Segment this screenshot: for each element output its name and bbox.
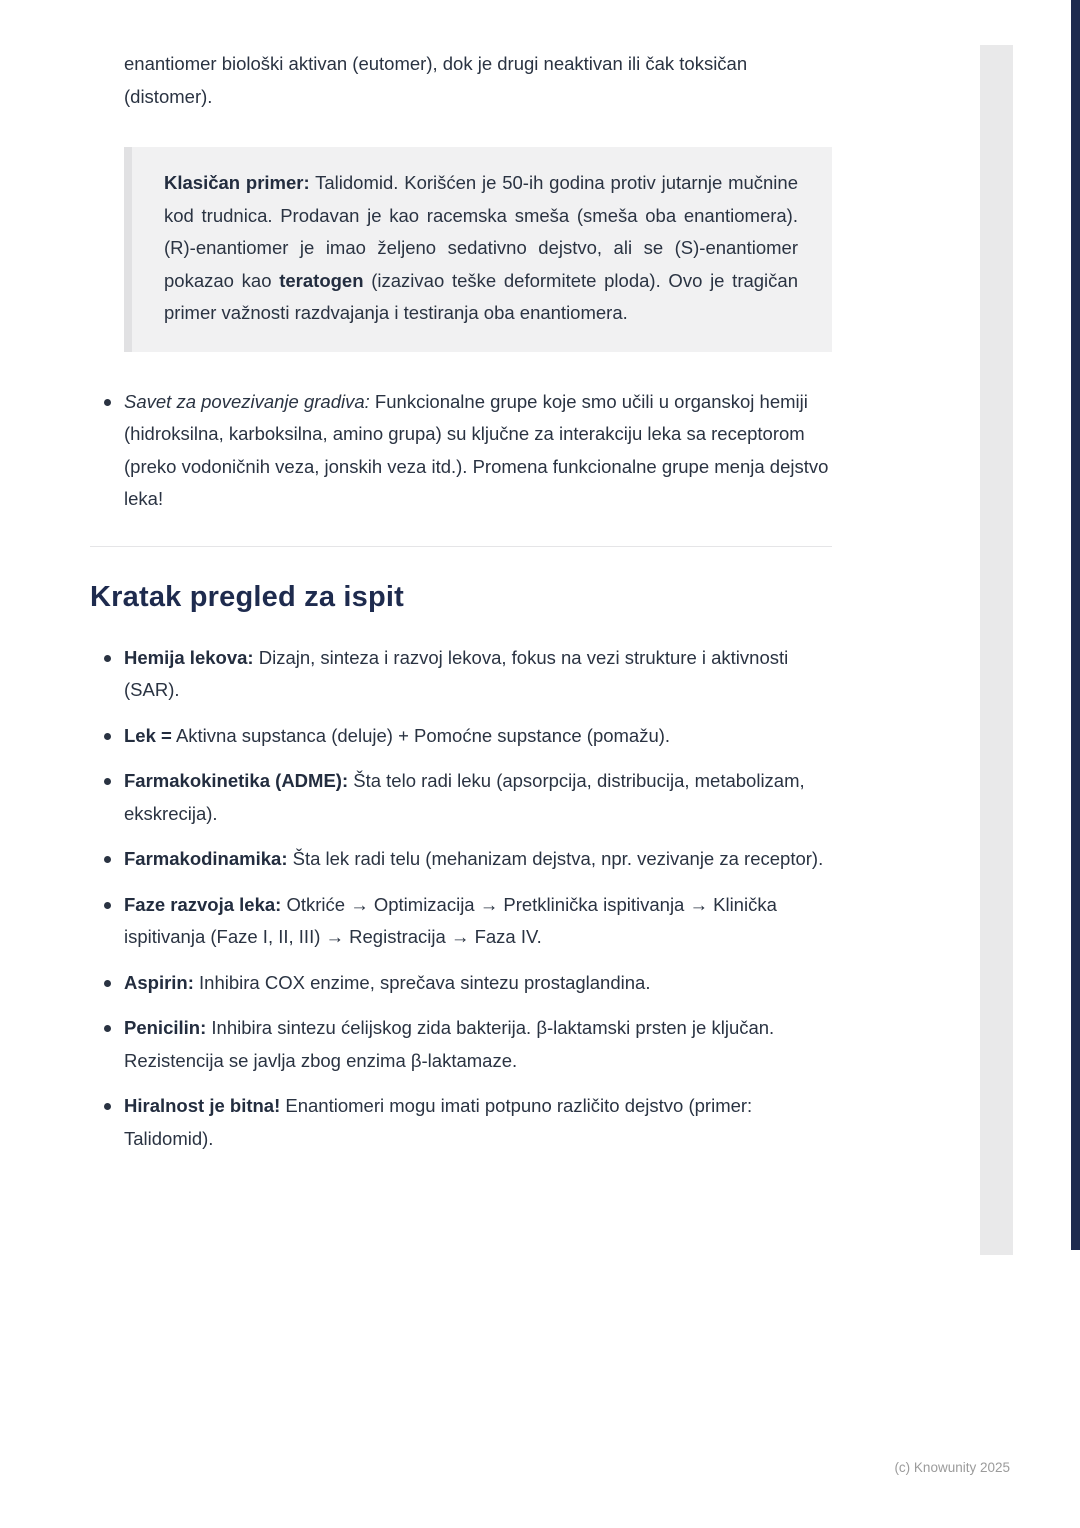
- summary-item-lead: Farmakodinamika:: [124, 848, 288, 869]
- bullet-dot: [104, 655, 111, 662]
- summary-item-text: [124, 889, 832, 954]
- callout-segment-2: (izazivao teške deformitete ploda). Ovo je tragičan primer važnosti razdvajanja i testiranja oba enantiomera.: [164, 269, 798, 323]
- summary-item-text: [124, 642, 832, 707]
- section-heading: Kratak pregled za ispit: [90, 580, 405, 613]
- scrollbar-thumb[interactable]: [1071, 0, 1080, 1250]
- summary-item-body: Inhibira sintezu ćelijskog zida bakterija. β-laktamski prsten je ključan. Rezistencija se javlja zbog enzima β-laktamaze.: [124, 1017, 775, 1071]
- summary-item: [90, 889, 832, 954]
- intro-paragraph: enantiomer biološki aktivan (eutomer), dok je drugi neaktivan ili čak toksičan (distomer).: [124, 53, 748, 107]
- summary-item-lead: Penicilin:: [124, 1017, 207, 1038]
- summary-item-lead: Lek =: [124, 724, 172, 746]
- example-callout: [124, 147, 832, 352]
- bullet-dot: [104, 399, 111, 406]
- summary-item-lead: Faze razvoja leka:: [124, 893, 282, 915]
- summary-item: [90, 843, 832, 876]
- summary-item: [90, 642, 832, 707]
- summary-item-body: Inhibira COX enzime, sprečava sintezu prostaglandina.: [193, 971, 651, 993]
- callout-segment-1: Talidomid. Korišćen je 50-ih godina protiv jutarnje mučnine kod trudnica. Prodavan je kao racemska smeša (smeša oba enantiomera). (R)-enantiomer je imao željeno sedativno dejstvo, ali se (S)-enantiomer pokazao kao: [164, 172, 798, 291]
- summary-item-body: Šta lek radi telu (mehanizam dejstva, npr. vezivanje za receptor).: [287, 848, 824, 869]
- summary-item-body: Dizajn, sinteza i razvoj lekova, fokus na vezi strukture i aktivnosti (SAR).: [124, 646, 789, 700]
- bullet-dot: [104, 980, 111, 987]
- footer-credit: (c) Knowunity 2025: [894, 1460, 1010, 1475]
- summary-item-lead: Hiralnost je bitna!: [124, 1095, 281, 1116]
- summary-item: [90, 1012, 832, 1077]
- summary-item-body: Otkriće → Optimizacija → Pretklinička ispitivanja → Klinička ispitivanja (Faze I, II, III) → Registracija → Faza IV.: [124, 893, 777, 947]
- summary-item-body: Šta telo radi leku (apsorpcija, distribucija, metabolizam, ekskrecija).: [124, 770, 805, 824]
- bullet-dot: [104, 1103, 111, 1110]
- summary-item-lead: Farmakokinetika (ADME):: [124, 770, 349, 791]
- summary-item-text: [124, 967, 832, 1000]
- tip-lead-italic: Savet za povezivanje gradiva:: [124, 390, 370, 412]
- tip-text: [124, 386, 832, 516]
- summary-list: [90, 642, 832, 1156]
- bullet-dot: [104, 856, 111, 863]
- bullet-dot: [104, 902, 111, 909]
- bullet-dot: [104, 778, 111, 785]
- callout-lead-bold: Klasičan primer:: [164, 172, 310, 193]
- summary-item-text: [124, 1012, 832, 1077]
- bullet-dot: [104, 1025, 111, 1032]
- summary-item: [90, 1090, 832, 1155]
- summary-item-text: [124, 720, 832, 753]
- section-divider: [90, 546, 832, 547]
- tip-body: Funkcionalne grupe koje smo učili u organskoj hemiji (hidroksilna, karboksilna, amino grupa) su ključne za interakciju leka sa receptorom (preko vodoničnih veza, jonskih veza itd.). Promena funkcionalne grupe menja dejstvo leka!: [124, 390, 829, 509]
- next-page-edge: [980, 45, 1013, 1255]
- summary-item-text: [124, 765, 832, 830]
- summary-item-text: [124, 843, 832, 876]
- callout-teratogen-bold: teratogen: [279, 269, 364, 291]
- summary-item-body: Enantiomeri mogu imati potpuno različito dejstvo (primer: Talidomid).: [124, 1095, 753, 1149]
- tip-bullet: [90, 386, 832, 516]
- summary-item-body: Aktivna supstanca (deluje) + Pomoćne supstance (pomažu).: [171, 724, 671, 746]
- page-content: [90, 0, 832, 1168]
- summary-item: [90, 720, 832, 753]
- summary-item-lead: Hemija lekova:: [124, 646, 254, 668]
- summary-item-text: [124, 1090, 832, 1155]
- callout-text: [164, 167, 798, 330]
- summary-item-lead: Aspirin:: [124, 971, 194, 993]
- bullet-dot: [104, 733, 111, 740]
- summary-item: [90, 765, 832, 830]
- summary-item: [90, 967, 832, 1000]
